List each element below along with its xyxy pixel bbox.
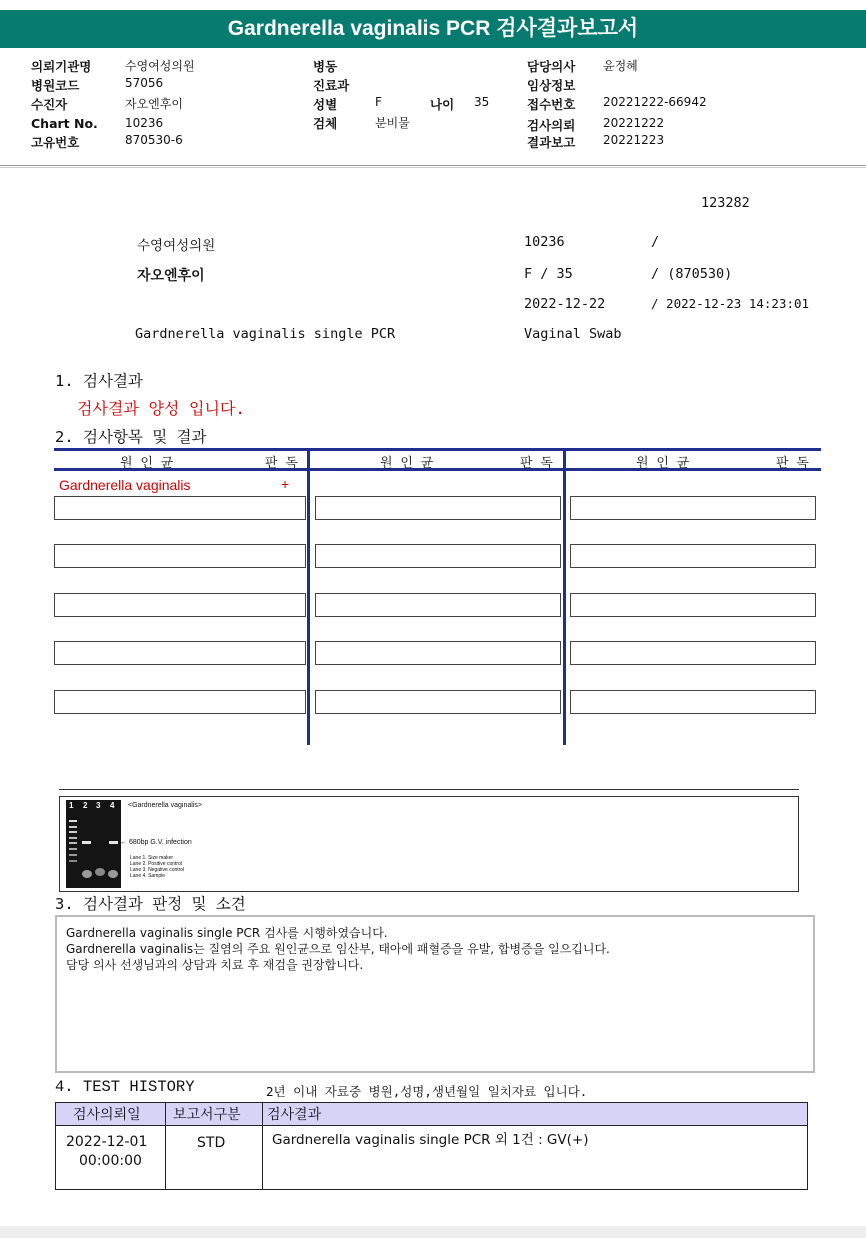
info-slash: / — [651, 234, 660, 250]
patient-label: 수진자 — [31, 97, 68, 112]
gel-heading: <Gardnerella vaginalis> — [128, 802, 202, 809]
organism-result: + — [281, 476, 290, 492]
empty-cell — [315, 593, 561, 617]
gel-legend-3: Lane 3. Negative control — [130, 867, 185, 873]
clinical-label: 임상정보 — [527, 78, 576, 93]
gel-bands-graphic — [66, 800, 121, 888]
doctor-label: 담당의사 — [527, 59, 576, 74]
empty-cell — [570, 593, 816, 617]
info-specimen: Vaginal Swab — [524, 326, 622, 342]
opinion-line-3: 담당 의사 선생님과의 상담과 치료 후 재검을 권장합니다. — [66, 958, 364, 972]
table-col-divider-1 — [307, 448, 310, 745]
footer-bar — [0, 1226, 866, 1238]
empty-cell — [54, 593, 306, 617]
header-divider-shadow — [0, 167, 866, 168]
empty-cell — [54, 544, 306, 568]
history-head-type: 보고서구분 — [173, 1107, 241, 1123]
col-header-pathogen-3: 원 인 균 — [636, 456, 690, 471]
history-col-divider-1 — [165, 1103, 166, 1189]
ward-label: 병동 — [313, 59, 338, 74]
col-header-pathogen-2: 원 인 균 — [380, 456, 434, 471]
report-number: 123282 — [701, 195, 750, 211]
col-header-judgment-1: 판 독 — [265, 456, 298, 471]
request-label: 검사의뢰 — [527, 118, 576, 133]
info-patient: 자오엔후이 — [137, 268, 205, 284]
gel-lane-4: 4 — [110, 801, 115, 810]
gel-legend-1: Lane 1. Size maker — [130, 855, 174, 861]
history-row-date: 2022-12-01 — [66, 1134, 148, 1150]
chart-label: Chart No. — [31, 116, 98, 131]
opinion-line-2: Gardnerella vaginalis는 질염의 주요 원인균으로 임산부, 태아에 패혈증을 유발, 합병증을 일으깁니다. — [66, 942, 610, 956]
opinion-line-1: Gardnerella vaginalis single PCR 검사를 시행하였습니다. — [66, 926, 388, 940]
table-top-rule — [54, 448, 821, 451]
specimen-value: 분비물 — [375, 116, 410, 130]
receipt-label: 접수번호 — [527, 97, 576, 112]
institution-label: 의뢰기관명 — [31, 59, 92, 74]
history-header — [56, 1103, 807, 1126]
section-1-title: 1. 검사결과 — [55, 372, 143, 390]
empty-cell — [570, 641, 816, 665]
sex-label: 성별 — [313, 97, 338, 112]
age-value: 35 — [474, 95, 490, 109]
info-sex-age: F / 35 — [524, 266, 573, 282]
gel-legend-2: Lane 2. Positive control — [130, 861, 182, 867]
age-label: 나이 — [430, 97, 455, 112]
empty-cell — [315, 641, 561, 665]
opinion-box — [55, 915, 815, 1073]
history-note: 2년 이내 자료중 병원,성명,생년월일 일치자료 입니다. — [266, 1084, 588, 1099]
dept-label: 진료과 — [313, 78, 350, 93]
section-2-title: 2. 검사항목 및 결과 — [55, 428, 207, 446]
patient-value: 자오엔후이 — [125, 97, 183, 111]
gel-legend-4: Lane 4. Sample — [130, 873, 166, 879]
gel-top-rule — [59, 789, 799, 790]
history-head-date: 검사의뢰일 — [73, 1107, 141, 1123]
section-4-title: 4. TEST HISTORY — [55, 1078, 195, 1096]
empty-cell — [315, 690, 561, 714]
empty-cell — [315, 544, 561, 568]
info-request-date: 2022-12-22 — [524, 296, 606, 312]
chart-value: 10236 — [125, 116, 164, 130]
history-col-divider-2 — [262, 1103, 263, 1189]
request-value: 20221222 — [603, 116, 665, 130]
report-title: Gardnerella vaginalis PCR 검사결과보고서 — [0, 10, 866, 48]
receipt-value: 20221222-66942 — [603, 95, 707, 109]
specimen-label: 검체 — [313, 116, 338, 131]
table-col-divider-2 — [563, 448, 566, 745]
header-divider — [0, 165, 866, 166]
institution-value: 수영여성의원 — [125, 59, 195, 73]
info-test-name: Gardnerella vaginalis single PCR — [135, 326, 396, 342]
gel-lane-1: 1 — [69, 801, 74, 810]
sex-value: F — [375, 95, 382, 109]
history-row-type: STD — [197, 1135, 226, 1151]
hospital-code-label: 병원코드 — [31, 78, 80, 93]
empty-cell — [54, 641, 306, 665]
gel-panel — [59, 796, 799, 892]
hospital-code-value: 57056 — [125, 76, 164, 90]
empty-cell — [570, 690, 816, 714]
gel-lane-3: 3 — [96, 801, 101, 810]
col-header-pathogen-1: 원 인 균 — [120, 456, 174, 471]
gel-image — [66, 800, 121, 888]
col-header-judgment-2: 판 독 — [520, 456, 553, 471]
empty-cell — [570, 544, 816, 568]
info-birth: / (870530) — [651, 266, 733, 282]
history-table — [55, 1102, 808, 1190]
empty-cell — [315, 496, 561, 520]
info-chart: 10236 — [524, 234, 565, 250]
empty-cell — [570, 496, 816, 520]
unique-value: 870530-6 — [125, 133, 183, 147]
info-report-datetime: / 2022-12-23 14:23:01 — [651, 296, 810, 311]
overall-result: 검사결과 양성 입니다. — [77, 399, 246, 418]
history-row-time: 00:00:00 — [79, 1153, 142, 1169]
gel-band-label: ← 680bp G.V. infection — [120, 839, 192, 846]
doctor-value: 윤정혜 — [603, 59, 638, 73]
history-row-result: Gardnerella vaginalis single PCR 외 1건 : GV(+) — [272, 1132, 589, 1148]
unique-label: 고유번호 — [31, 135, 80, 150]
section-3-title: 3. 검사결과 판정 및 소견 — [55, 895, 246, 913]
col-header-judgment-3: 판 독 — [776, 456, 809, 471]
report-date-label: 결과보고 — [527, 135, 576, 150]
gel-lane-2: 2 — [83, 801, 88, 810]
history-head-result: 검사결과 — [267, 1107, 322, 1123]
empty-cell — [54, 496, 306, 520]
info-institution: 수영여성의원 — [137, 238, 216, 254]
report-date-value: 20221223 — [603, 133, 665, 147]
empty-cell — [54, 690, 306, 714]
organism-name: Gardnerella vaginalis — [59, 477, 191, 493]
